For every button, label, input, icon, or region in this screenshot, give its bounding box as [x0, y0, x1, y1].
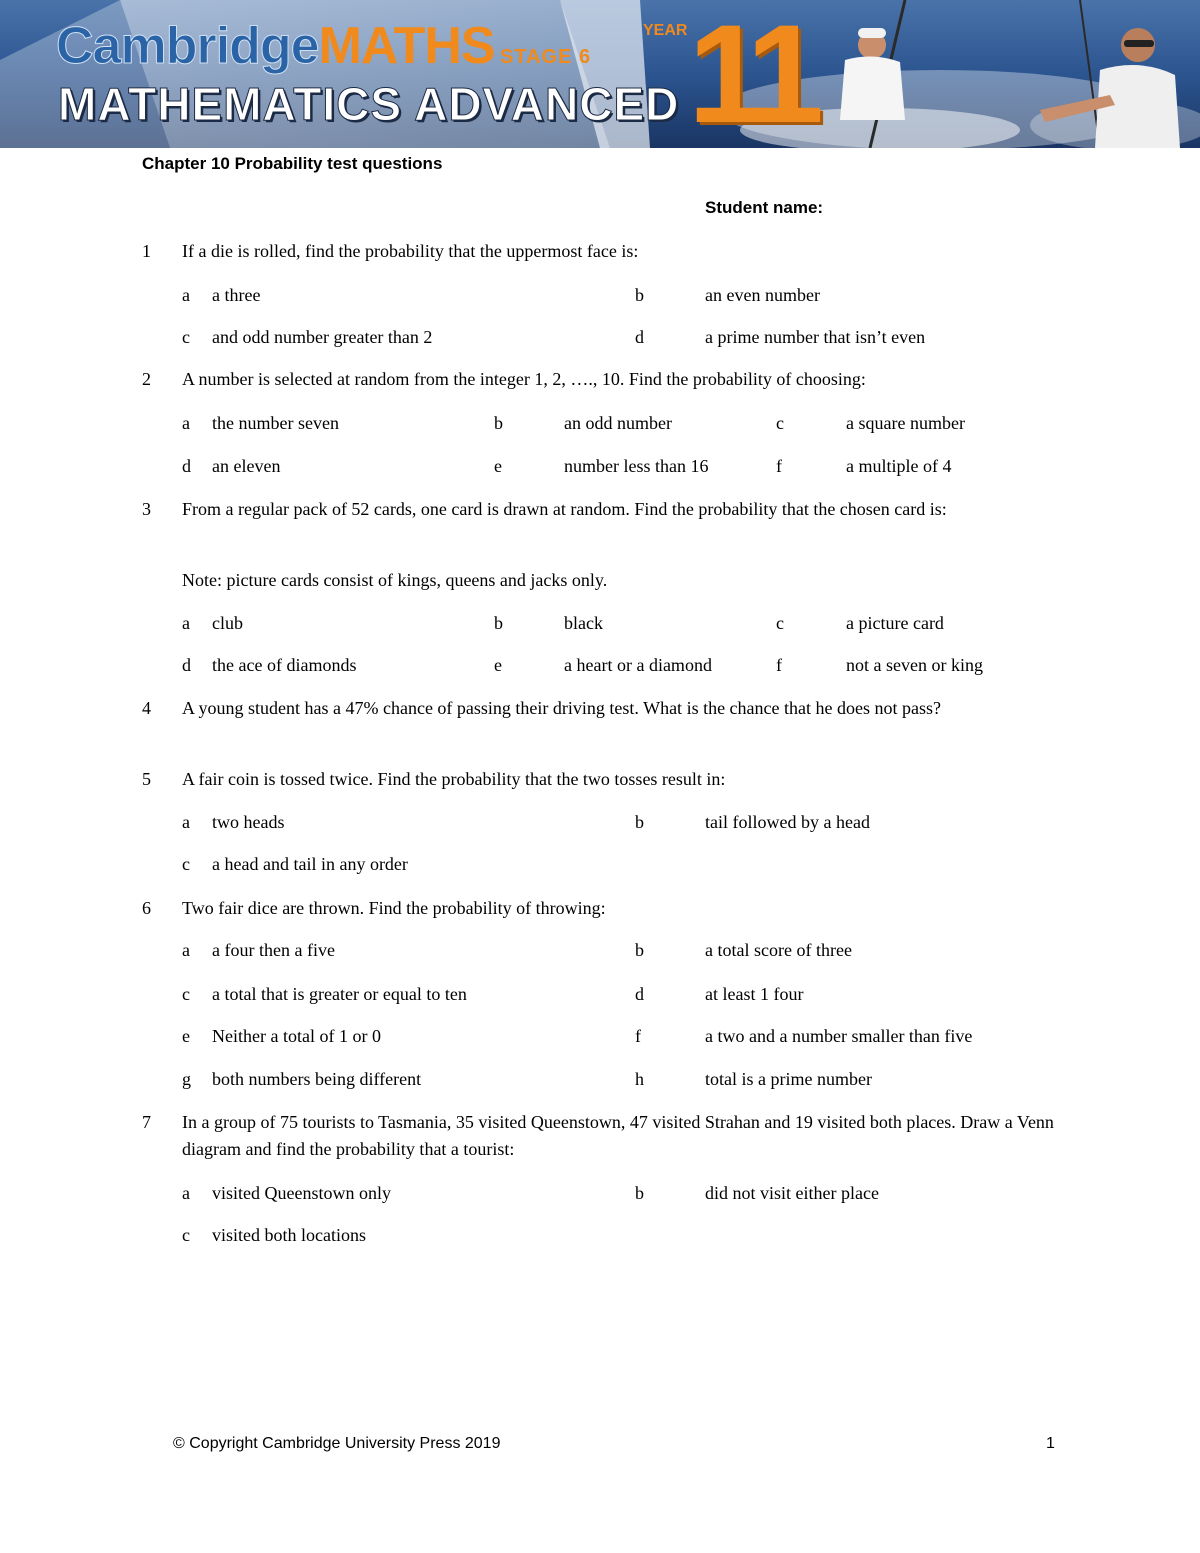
stage-label: STAGE 6 — [500, 46, 592, 68]
part-letter: g — [182, 1069, 191, 1089]
part-letter: f — [776, 456, 782, 476]
question-number: 7 — [142, 1112, 151, 1132]
part-text: the ace of diamonds — [212, 655, 357, 675]
question-text: A number is selected at random from the integer 1, 2, …., 10. Find the probability of choosing: — [182, 369, 866, 389]
part-letter: b — [494, 613, 503, 633]
part-text: did not visit either place — [705, 1183, 879, 1203]
question-number: 6 — [142, 898, 151, 918]
copyright-footer: © Copyright Cambridge University Press 2019 — [173, 1435, 501, 1452]
part-letter: f — [635, 1026, 641, 1046]
part-letter: d — [182, 655, 191, 675]
brand-logo-maths: MATHS — [318, 17, 495, 75]
part-text: two heads — [212, 812, 285, 832]
student-name-label: Student name: — [705, 198, 824, 217]
part-letter: f — [776, 655, 782, 675]
part-text: Neither a total of 1 or 0 — [212, 1026, 381, 1046]
part-letter: b — [635, 285, 644, 305]
question-number: 4 — [142, 698, 151, 718]
question-number: 3 — [142, 499, 151, 519]
part-text: a square number — [846, 413, 965, 433]
part-letter: b — [635, 812, 644, 832]
question-number: 5 — [142, 769, 151, 789]
question-text: Two fair dice are thrown. Find the probability of throwing: — [182, 898, 606, 918]
part-letter: c — [182, 984, 190, 1004]
subject-title: MATHEMATICS ADVANCED — [58, 78, 680, 130]
question-text: A young student has a 47% chance of passing their driving test. What is the chance that he does not pass? — [182, 698, 941, 718]
question-text: If a die is rolled, find the probability that the uppermost face is: — [182, 241, 639, 261]
part-text: a heart or a diamond — [564, 655, 712, 675]
part-text: black — [564, 613, 603, 633]
part-text: a two and a number smaller than five — [705, 1026, 973, 1046]
part-letter: b — [494, 413, 503, 433]
part-letter: c — [182, 854, 190, 874]
question-text: From a regular pack of 52 cards, one card is drawn at random. Find the probability that the chosen card is: — [182, 499, 947, 519]
part-text: number less than 16 — [564, 456, 709, 476]
part-letter: a — [182, 613, 190, 633]
question-text: A fair coin is tossed twice. Find the probability that the two tosses result in: — [182, 769, 726, 789]
part-letter: a — [182, 1183, 190, 1203]
part-text: a multiple of 4 — [846, 456, 952, 476]
year-number: 11 — [688, 0, 812, 148]
part-letter: c — [182, 327, 190, 347]
part-letter: a — [182, 413, 190, 433]
part-letter: b — [635, 940, 644, 960]
part-letter: a — [182, 940, 190, 960]
part-text: a prime number that isn’t even — [705, 327, 926, 347]
part-text: a head and tail in any order — [212, 854, 408, 874]
part-letter: e — [494, 655, 502, 675]
part-text: tail followed by a head — [705, 812, 870, 832]
part-letter: a — [182, 812, 190, 832]
part-letter: d — [635, 327, 644, 347]
part-text: both numbers being different — [212, 1069, 422, 1089]
part-text: an even number — [705, 285, 820, 305]
part-letter: a — [182, 285, 190, 305]
part-text: a picture card — [846, 613, 944, 633]
part-text: and odd number greater than 2 — [212, 327, 433, 347]
part-text: visited both locations — [212, 1225, 366, 1245]
page-number: 1 — [1046, 1435, 1055, 1452]
part-text: at least 1 four — [705, 984, 804, 1004]
part-text: an eleven — [212, 456, 281, 476]
part-text: a three — [212, 285, 261, 305]
part-letter: e — [494, 456, 502, 476]
page-title: Chapter 10 Probability test questions — [142, 154, 443, 173]
part-letter: b — [635, 1183, 644, 1203]
brand-logo-cambridge: Cambridge — [56, 17, 319, 75]
question-number: 1 — [142, 241, 151, 261]
part-letter: d — [182, 456, 191, 476]
question-number: 2 — [142, 369, 151, 389]
part-text: visited Queenstown only — [212, 1183, 391, 1203]
part-text: not a seven or king — [846, 655, 983, 675]
part-letter: c — [182, 1225, 190, 1245]
part-text: club — [212, 613, 243, 633]
year-label: YEAR — [643, 22, 688, 39]
part-letter: c — [776, 613, 784, 633]
part-text: a four then a five — [212, 940, 335, 960]
part-letter: h — [635, 1069, 644, 1089]
question-text: In a group of 75 tourists to Tasmania, 35 visited Queenstown, 47 visited Strahan and 19 visited both places. Draw a Venn diagram and find the probability that a tourist: — [182, 1112, 1054, 1159]
part-text: the number seven — [212, 413, 339, 433]
part-letter: d — [635, 984, 644, 1004]
part-text: an odd number — [564, 413, 672, 433]
part-letter: c — [776, 413, 784, 433]
part-text: a total that is greater or equal to ten — [212, 984, 467, 1004]
part-letter: e — [182, 1026, 190, 1046]
part-text: a total score of three — [705, 940, 852, 960]
part-text: total is a prime number — [705, 1069, 872, 1089]
question-note: Note: picture cards consist of kings, queens and jacks only. — [182, 570, 608, 590]
